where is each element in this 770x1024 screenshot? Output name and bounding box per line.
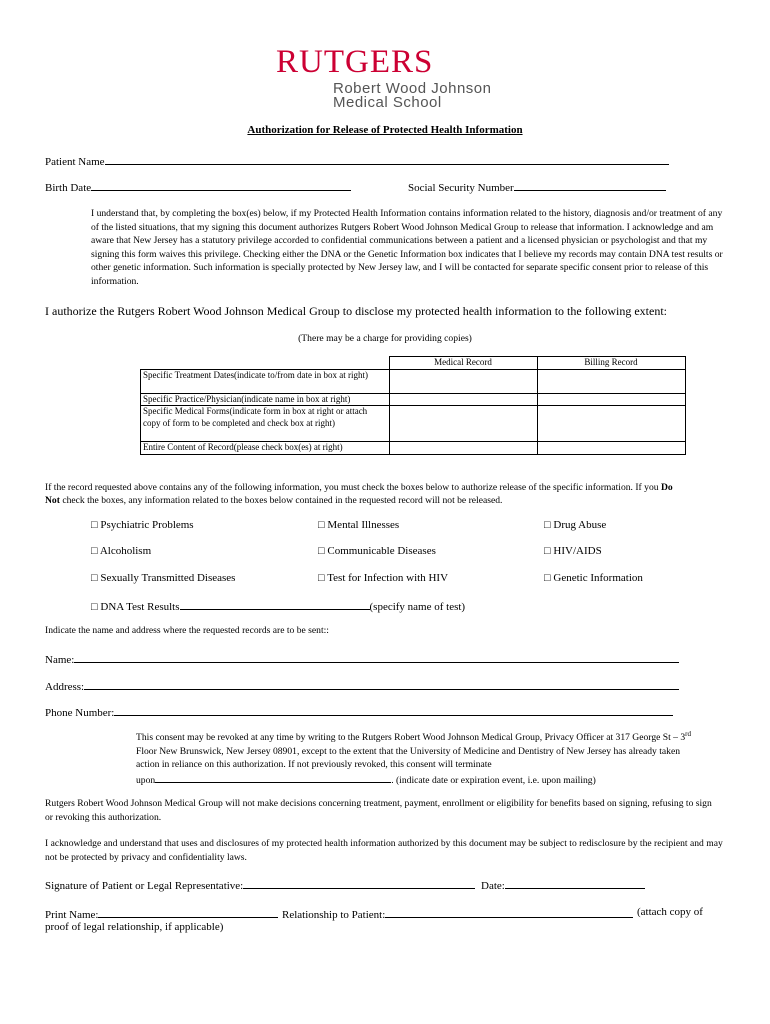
notice-text-a: If the record requested above contains any of the following information, you must check the boxes below to authorize release of the specific information. If you xyxy=(45,482,661,493)
recipient-name-field[interactable] xyxy=(45,651,679,666)
notice-text-b: check the boxes, any information related to the boxes below contained in the requested record will not be released. xyxy=(59,494,503,506)
checkbox-drug-abuse[interactable] xyxy=(544,519,606,531)
send-to-note: Indicate the name and address where the requested records are to be sent:: xyxy=(45,625,329,636)
notice-do: Do xyxy=(660,482,673,493)
dna-label: DNA Test Results xyxy=(100,601,180,613)
cell-entire-billing[interactable] xyxy=(537,442,685,455)
no-conditions-paragraph: Rutgers Robert Wood Johnson Medical Group will not make decisions concerning treatment, payment, enrollment or eligibility for benefits based on signing, refusing to sign or revoking this authorization. xyxy=(45,798,712,823)
checkbox-hiv-test[interactable] xyxy=(318,572,448,584)
ssn-field[interactable] xyxy=(408,179,666,194)
patient-name-label: Patient Name xyxy=(45,156,105,168)
cell-practice-medical[interactable] xyxy=(389,393,537,406)
recipient-name-label: Name: xyxy=(45,654,75,666)
checkbox-icon: □ xyxy=(318,572,325,584)
termination-blank[interactable] xyxy=(155,772,391,783)
checkbox-icon: □ xyxy=(544,519,551,531)
cell-practice-billing[interactable] xyxy=(537,393,685,406)
intro-paragraph: I understand that, by completing the box(es) below, if my Protected Health Information contains information related to the history, diagnosis and/or treatment of any of the listed situations, that my signing this document authorizes Rutgers Robert Wood Johnson Medical Group to release that information. I acknowledge and am aware that New Jersey has a statutory privilege accorded to confidential communications between a patient and a licensed physician or psychologist and that my signing this form waives this privilege. Checking either the DNA or the Genetic Information box indicates that I believe my records may contain DNA test results or other genetic information. Such information is specially protected by New Jersey law, and I will be contacted for separate specific consent prior to release of this information. xyxy=(91,208,723,287)
revoke-line-1: This consent may be revoked at any time by writing to the Rutgers Robert Wood Johnson Medical Group, Privacy Officer at 317 George St – 3 xyxy=(136,732,686,744)
record-table xyxy=(140,356,686,455)
signature-label: Signature of Patient or Legal Representative: xyxy=(45,880,244,892)
attach-note-b: proof of legal relationship, if applicable) xyxy=(45,921,224,933)
print-name-label: Print Name: xyxy=(45,909,99,921)
revoke-line-2: Floor New Brunswick, New Jersey 08901, except to the extent that the University of Medicine and Dentistry of New Jersey has already taken xyxy=(136,745,681,757)
checkbox-dna[interactable] xyxy=(91,598,465,613)
birth-date-label: Birth Date xyxy=(45,182,92,194)
signature-field[interactable] xyxy=(45,877,475,892)
revoke-line-3: action in reliance on this authorization. If not previously revoked, this consent will terminate xyxy=(136,759,492,771)
row-practice-physician: Specific Practice/Physician(indicate name in box at right) xyxy=(141,393,390,406)
recipient-address-field[interactable] xyxy=(45,678,679,693)
checkbox-icon: □ xyxy=(544,545,551,557)
checkbox-communicable[interactable] xyxy=(318,545,436,557)
recipient-phone-label: Phone Number: xyxy=(45,707,115,719)
patient-name-field[interactable] xyxy=(45,153,669,168)
row-treatment-dates: Specific Treatment Dates(indicate to/from date in box at right) xyxy=(141,369,390,393)
checkbox-label: HIV/AIDS xyxy=(553,545,602,557)
checkbox-label: Communicable Diseases xyxy=(327,545,436,557)
checkbox-icon: □ xyxy=(318,519,325,531)
checkbox-mental-illness[interactable] xyxy=(318,519,399,531)
checkbox-label: Drug Abuse xyxy=(553,519,607,531)
notice-not: Not xyxy=(45,494,60,506)
rutgers-logo: RUTGERS xyxy=(276,44,434,80)
birth-date-field[interactable] xyxy=(45,179,351,194)
checkbox-label: Genetic Information xyxy=(553,572,643,584)
checkbox-label: Sexually Transmitted Diseases xyxy=(100,572,236,584)
recipient-phone-field[interactable] xyxy=(45,704,673,719)
checkbox-label: Alcoholism xyxy=(99,545,152,557)
cell-treatment-billing[interactable] xyxy=(537,369,685,393)
checkbox-icon: □ xyxy=(91,572,98,584)
attach-note-a: (attach copy of xyxy=(637,906,703,918)
revoke-sup: rd xyxy=(685,730,692,738)
header-medical-record: Medical Record xyxy=(389,357,537,370)
authorize-statement: I authorize the Rutgers Robert Wood Johnson Medical Group to disclose my protected health information to the following extent: xyxy=(45,304,668,318)
checkbox-alcoholism[interactable] xyxy=(91,545,151,557)
checkbox-genetic[interactable] xyxy=(544,572,643,584)
checkbox-label: Psychiatric Problems xyxy=(100,519,194,531)
checkbox-icon: □ xyxy=(91,601,98,613)
cell-entire-medical[interactable] xyxy=(389,442,537,455)
checkbox-std[interactable] xyxy=(91,572,235,584)
checkbox-icon: □ xyxy=(544,572,551,584)
recipient-address-label: Address: xyxy=(45,681,85,693)
checkbox-hiv-aids[interactable] xyxy=(544,545,602,557)
checkbox-psychiatric[interactable] xyxy=(91,519,194,531)
header-billing-record: Billing Record xyxy=(537,357,685,370)
table-corner xyxy=(141,357,390,370)
cell-treatment-medical[interactable] xyxy=(389,369,537,393)
relationship-label: Relationship to Patient: xyxy=(282,909,386,921)
checkbox-label: Test for Infection with HIV xyxy=(327,572,449,584)
checkbox-icon: □ xyxy=(91,519,98,531)
logo-line-1: Robert Wood Johnson xyxy=(333,80,492,97)
special-info-notice xyxy=(45,482,715,508)
date-field[interactable] xyxy=(481,877,645,892)
form-title: Authorization for Release of Protected Health Information xyxy=(247,124,523,136)
checkbox-icon: □ xyxy=(91,545,98,557)
acknowledge-paragraph: I acknowledge and understand that uses and disclosures of my protected health information authorized by this document may be subject to redisclosure by the recipient and may not be protected by privacy and confidentiality laws. xyxy=(45,838,723,863)
logo-line-2: Medical School xyxy=(333,94,442,111)
charge-note: (There may be a charge for providing copies) xyxy=(298,333,472,344)
cell-forms-billing[interactable] xyxy=(537,406,685,442)
cell-forms-medical[interactable] xyxy=(389,406,537,442)
date-label: Date: xyxy=(481,880,505,892)
checkbox-icon: □ xyxy=(318,545,325,557)
revoke-paragraph xyxy=(136,728,691,788)
dna-suffix: (specify name of test) xyxy=(369,601,466,613)
checkbox-label: Mental Illnesses xyxy=(327,519,400,531)
relationship-field[interactable] xyxy=(282,906,633,921)
revoke-upon: upon xyxy=(136,774,156,786)
row-entire-content: Entire Content of Record(please check box(es) at right) xyxy=(141,442,390,455)
row-medical-forms: Specific Medical Forms(indicate form in box at right or attach copy of form to be completed and check box at right) xyxy=(141,406,390,442)
ssn-label: Social Security Number xyxy=(408,182,514,194)
revoke-line-4: . (indicate date or expiration event, i.e. upon mailing) xyxy=(391,774,596,786)
print-name-field[interactable] xyxy=(45,906,278,921)
